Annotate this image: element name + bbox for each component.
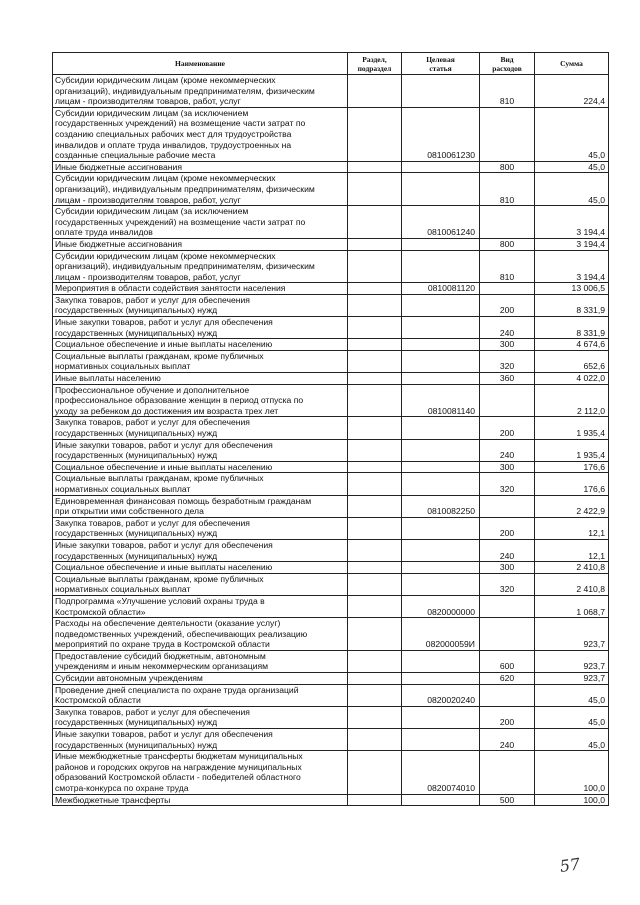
row-sum: 224,4 <box>535 75 609 108</box>
table-row <box>53 206 609 239</box>
table-row <box>53 673 609 685</box>
row-kind: 620 <box>480 673 535 685</box>
row-sum: 45,0 <box>535 161 609 173</box>
row-name: Предоставление субсидий бюджетным, автономным учреждениям и иным некоммерческим организациям <box>53 650 348 672</box>
row-sum: 2 410,8 <box>535 562 609 574</box>
row-target <box>402 250 480 283</box>
row-name: Иные закупки товаров, работ и услуг для обеспечения государственных (муниципальных) нужд <box>53 729 348 751</box>
row-kind: 810 <box>480 250 535 283</box>
row-sum: 652,6 <box>535 350 609 372</box>
row-target <box>402 562 480 574</box>
row-kind: 200 <box>480 417 535 439</box>
row-section <box>348 595 402 617</box>
row-target <box>402 539 480 561</box>
row-kind: 320 <box>480 573 535 595</box>
row-kind: 810 <box>480 173 535 206</box>
row-kind: 200 <box>480 294 535 316</box>
row-target <box>402 673 480 685</box>
row-section <box>348 250 402 283</box>
header-sum: Сумма <box>535 53 609 75</box>
table-row <box>53 250 609 283</box>
row-name: Иные выплаты населению <box>53 373 348 385</box>
row-kind <box>480 751 535 794</box>
row-section <box>348 283 402 295</box>
row-kind: 300 <box>480 339 535 351</box>
row-section <box>348 417 402 439</box>
row-target <box>402 238 480 250</box>
row-name: Закупка товаров, работ и услуг для обеспечения государственных (муниципальных) нужд <box>53 706 348 728</box>
row-kind: 810 <box>480 75 535 108</box>
row-target: 082000059И <box>402 618 480 651</box>
row-name: Социальные выплаты гражданам, кроме публичных нормативных социальных выплат <box>53 473 348 495</box>
row-sum: 176,6 <box>535 461 609 473</box>
table-row <box>53 384 609 417</box>
row-sum: 45,0 <box>535 173 609 206</box>
row-sum: 923,7 <box>535 650 609 672</box>
row-name: Субсидии юридическим лицам (за исключением государственных учреждений) на возмещение части затрат по созданию специальных рабочих мест для трудоустройства инвалидов и оплате труда инвалидов, трудоустроенных на созданные специальные рабочие места <box>53 107 348 161</box>
row-target: 0810082250 <box>402 495 480 517</box>
table-row <box>53 173 609 206</box>
row-kind: 300 <box>480 562 535 574</box>
row-section <box>348 673 402 685</box>
row-sum: 2 410,8 <box>535 573 609 595</box>
row-section <box>348 206 402 239</box>
row-kind: 240 <box>480 439 535 461</box>
table-row <box>53 751 609 794</box>
row-name: Расходы на обеспечение деятельности (оказание услуг) подведомственных учреждений, обеспечивающих реализацию мероприятий по охране труда в Костромской области <box>53 618 348 651</box>
row-sum: 1 935,4 <box>535 439 609 461</box>
row-section <box>348 751 402 794</box>
row-target <box>402 173 480 206</box>
row-section <box>348 350 402 372</box>
row-section <box>348 473 402 495</box>
row-section <box>348 384 402 417</box>
table-row <box>53 539 609 561</box>
row-target: 0820020240 <box>402 684 480 706</box>
row-sum: 8 331,9 <box>535 294 609 316</box>
table-row <box>53 238 609 250</box>
row-sum: 3 194,4 <box>535 206 609 239</box>
table-row <box>53 562 609 574</box>
row-section <box>348 562 402 574</box>
header-name: Наименование <box>53 53 348 75</box>
table-row <box>53 439 609 461</box>
table-row <box>53 161 609 173</box>
row-section <box>348 729 402 751</box>
header-target: Целевая статья <box>402 53 480 75</box>
row-sum: 100,0 <box>535 794 609 806</box>
row-section <box>348 618 402 651</box>
budget-table <box>52 52 609 806</box>
row-kind <box>480 206 535 239</box>
row-sum: 45,0 <box>535 706 609 728</box>
row-target <box>402 294 480 316</box>
row-name: Субсидии юридическим лицам (кроме некоммерческих организаций), индивидуальным предпринимателям, физическим лицам - производителям товаров, работ, услуг <box>53 75 348 108</box>
row-name: Иные закупки товаров, работ и услуг для обеспечения государственных (муниципальных) нужд <box>53 317 348 339</box>
row-target <box>402 573 480 595</box>
row-sum: 4 022,0 <box>535 373 609 385</box>
row-name: Межбюджетные трансферты <box>53 794 348 806</box>
row-target: 0820074010 <box>402 751 480 794</box>
row-target <box>402 729 480 751</box>
row-section <box>348 794 402 806</box>
handwritten-page-number: 57 <box>558 854 582 877</box>
row-kind <box>480 495 535 517</box>
row-target: 0820000000 <box>402 595 480 617</box>
table-row <box>53 75 609 108</box>
row-sum: 100,0 <box>535 751 609 794</box>
row-name: Подпрограмма «Улучшение условий охраны труда в Костромской области» <box>53 595 348 617</box>
row-section <box>348 684 402 706</box>
row-kind: 360 <box>480 373 535 385</box>
row-kind: 500 <box>480 794 535 806</box>
row-sum: 13 006,5 <box>535 283 609 295</box>
row-section <box>348 294 402 316</box>
row-name: Иные закупки товаров, работ и услуг для обеспечения государственных (муниципальных) нужд <box>53 539 348 561</box>
table-row <box>53 595 609 617</box>
row-section <box>348 173 402 206</box>
row-section <box>348 517 402 539</box>
row-section <box>348 439 402 461</box>
row-sum: 176,6 <box>535 473 609 495</box>
row-section <box>348 650 402 672</box>
header-section: Раздел, подраздел <box>348 53 402 75</box>
row-name: Мероприятия в области содействия занятости населения <box>53 283 348 295</box>
row-sum: 45,0 <box>535 684 609 706</box>
row-sum: 4 674,6 <box>535 339 609 351</box>
row-name: Субсидии юридическим лицам (кроме некоммерческих организаций), индивидуальным предпринимателям, физическим лицам - производителям товаров, работ, услуг <box>53 250 348 283</box>
table-row <box>53 473 609 495</box>
row-kind: 300 <box>480 461 535 473</box>
row-sum: 3 194,4 <box>535 250 609 283</box>
table-row <box>53 317 609 339</box>
row-name: Проведение дней специалиста по охране труда организаций Костромской области <box>53 684 348 706</box>
row-name: Социальное обеспечение и иные выплаты населению <box>53 461 348 473</box>
row-sum: 2 112,0 <box>535 384 609 417</box>
row-section <box>348 107 402 161</box>
row-name: Иные закупки товаров, работ и услуг для обеспечения государственных (муниципальных) нужд <box>53 439 348 461</box>
row-sum: 12,1 <box>535 539 609 561</box>
row-kind: 240 <box>480 729 535 751</box>
row-target <box>402 317 480 339</box>
row-target <box>402 461 480 473</box>
row-section <box>348 161 402 173</box>
row-kind: 240 <box>480 317 535 339</box>
row-kind: 240 <box>480 539 535 561</box>
row-kind: 200 <box>480 706 535 728</box>
row-section <box>348 317 402 339</box>
row-sum: 45,0 <box>535 729 609 751</box>
row-name: Закупка товаров, работ и услуг для обеспечения государственных (муниципальных) нужд <box>53 417 348 439</box>
row-section <box>348 573 402 595</box>
row-target <box>402 350 480 372</box>
row-section <box>348 539 402 561</box>
row-name: Иные бюджетные ассигнования <box>53 161 348 173</box>
row-target <box>402 439 480 461</box>
row-kind: 320 <box>480 350 535 372</box>
row-target <box>402 794 480 806</box>
table-row <box>53 373 609 385</box>
row-kind <box>480 283 535 295</box>
table-row <box>53 339 609 351</box>
row-section <box>348 339 402 351</box>
row-name: Субсидии юридическим лицам (кроме некоммерческих организаций), индивидуальным предпринимателям, физическим лицам - производителям товаров, работ, услуг <box>53 173 348 206</box>
table-row <box>53 461 609 473</box>
row-sum: 12,1 <box>535 517 609 539</box>
row-sum: 3 194,4 <box>535 238 609 250</box>
table-row <box>53 517 609 539</box>
row-target <box>402 706 480 728</box>
row-kind: 320 <box>480 473 535 495</box>
row-name: Социальные выплаты гражданам, кроме публичных нормативных социальных выплат <box>53 573 348 595</box>
row-section <box>348 238 402 250</box>
row-target <box>402 161 480 173</box>
row-target: 0810081120 <box>402 283 480 295</box>
table-header-row <box>53 53 609 75</box>
row-target <box>402 650 480 672</box>
row-kind <box>480 384 535 417</box>
table-row <box>53 294 609 316</box>
row-target: 0810061240 <box>402 206 480 239</box>
row-target: 0810081140 <box>402 384 480 417</box>
row-kind <box>480 618 535 651</box>
table-row <box>53 729 609 751</box>
table-row <box>53 684 609 706</box>
row-kind <box>480 684 535 706</box>
row-target <box>402 75 480 108</box>
row-sum: 2 422,9 <box>535 495 609 517</box>
row-kind <box>480 595 535 617</box>
row-target: 0810061230 <box>402 107 480 161</box>
row-name: Единовременная финансовая помощь безработным гражданам при открытии ими собственного дела <box>53 495 348 517</box>
row-sum: 8 331,9 <box>535 317 609 339</box>
table-row <box>53 283 609 295</box>
table-row <box>53 794 609 806</box>
row-kind <box>480 107 535 161</box>
row-sum: 1 935,4 <box>535 417 609 439</box>
row-name: Профессиональное обучение и дополнительное профессиональное образование женщин в период отпуска по уходу за ребенком до достижения им возраста трех лет <box>53 384 348 417</box>
table-row <box>53 417 609 439</box>
table-row <box>53 618 609 651</box>
row-kind: 800 <box>480 238 535 250</box>
table-row <box>53 107 609 161</box>
row-name: Иные бюджетные ассигнования <box>53 238 348 250</box>
row-target <box>402 517 480 539</box>
row-section <box>348 373 402 385</box>
table-row <box>53 495 609 517</box>
table-body <box>53 75 609 806</box>
row-kind: 600 <box>480 650 535 672</box>
row-section <box>348 75 402 108</box>
row-target <box>402 473 480 495</box>
row-name: Социальные выплаты гражданам, кроме публичных нормативных социальных выплат <box>53 350 348 372</box>
row-sum: 45,0 <box>535 107 609 161</box>
row-section <box>348 461 402 473</box>
row-name: Закупка товаров, работ и услуг для обеспечения государственных (муниципальных) нужд <box>53 517 348 539</box>
row-kind: 800 <box>480 161 535 173</box>
row-sum: 923,7 <box>535 618 609 651</box>
table-row <box>53 350 609 372</box>
row-kind: 200 <box>480 517 535 539</box>
row-name: Закупка товаров, работ и услуг для обеспечения государственных (муниципальных) нужд <box>53 294 348 316</box>
row-target <box>402 373 480 385</box>
table-row <box>53 573 609 595</box>
row-name: Социальное обеспечение и иные выплаты населению <box>53 339 348 351</box>
row-name: Иные межбюджетные трансферты бюджетам муниципальных районов и городских округов на награждение муниципальных образований Костромской области - победителей областного смотра-конкурса по охране труда <box>53 751 348 794</box>
row-sum: 923,7 <box>535 673 609 685</box>
row-section <box>348 495 402 517</box>
row-name: Субсидии автономным учреждениям <box>53 673 348 685</box>
row-section <box>348 706 402 728</box>
row-target <box>402 417 480 439</box>
row-sum: 1 068,7 <box>535 595 609 617</box>
row-target <box>402 339 480 351</box>
row-name: Социальное обеспечение и иные выплаты населению <box>53 562 348 574</box>
table-row <box>53 706 609 728</box>
row-name: Субсидии юридическим лицам (за исключением государственных учреждений) на возмещение части затрат по оплате труда инвалидов <box>53 206 348 239</box>
table-row <box>53 650 609 672</box>
header-kind: Вид расходов <box>480 53 535 75</box>
